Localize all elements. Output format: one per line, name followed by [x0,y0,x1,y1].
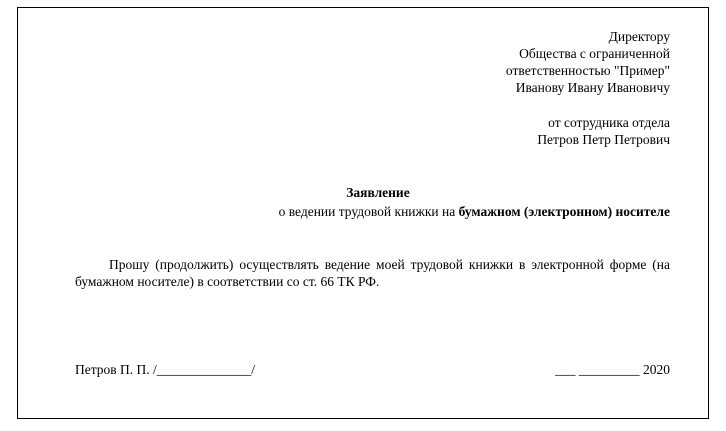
addressee-line: ответственностью "Пример" [505,63,670,78]
document-subtitle [18,203,670,220]
document-page [17,7,709,419]
date-line: ___ _________ 2020 [555,362,670,377]
addressee-line: Общества с ограниченной [519,46,670,61]
addressee-line: Директору [608,29,670,44]
sender-line: от сотрудника отдела [548,115,670,130]
sender-block [537,114,670,148]
subtitle-prefix: о ведении трудовой книжки на [278,204,459,219]
sender-line: Петров Петр Петрович [537,132,670,147]
application-document [18,8,708,418]
subtitle-bold: бумажном (электронном) носителе [458,204,670,219]
request-body: Прошу (продолжить) осуществлять ведение моей трудовой книжки в электронной форме (на бумажном носителе) в соответствии со ст. 66 ТК РФ. [75,257,670,289]
document-title: Заявление [346,185,410,200]
addressee-block [506,28,670,96]
signature-line: Петров П. П. /______________/ [75,362,256,377]
addressee-line: Иванову Ивану Ивановичу [515,80,670,95]
